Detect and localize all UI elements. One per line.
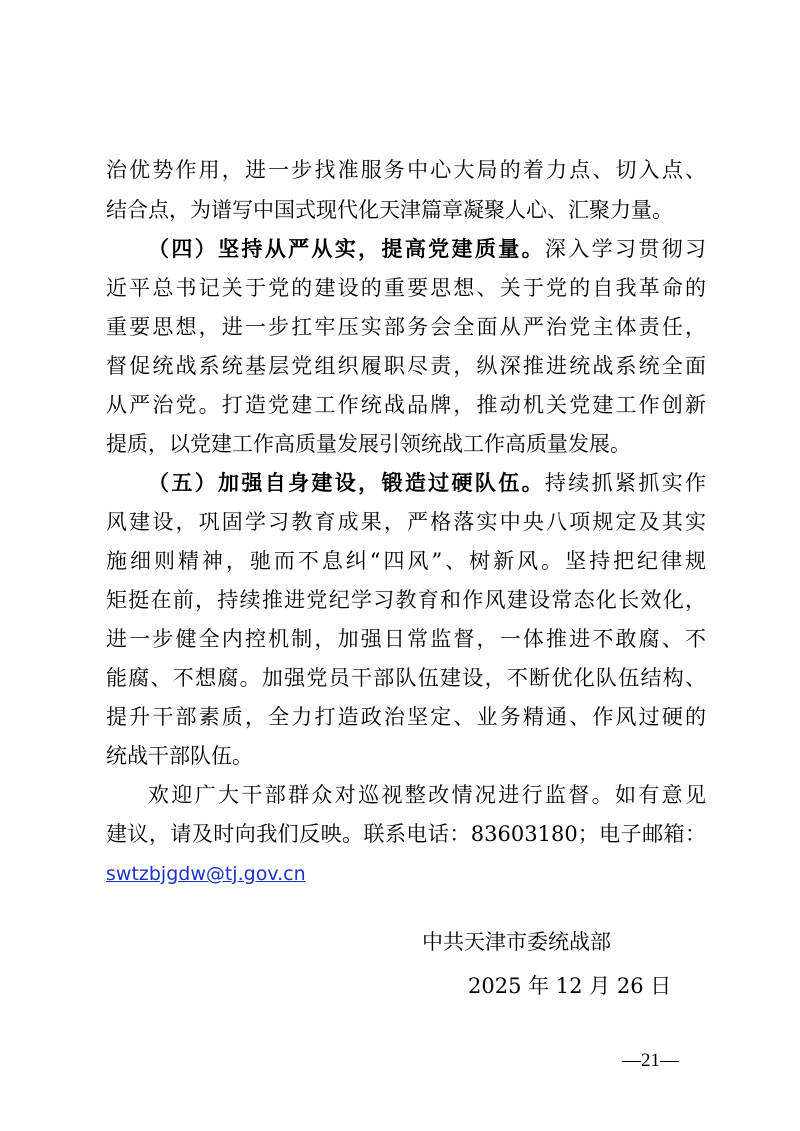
paragraph-5-text: 持续抓紧抓实作 <box>544 471 707 495</box>
body-line: 提质，以党建工作高质量发展引领统战工作高质量发展。 <box>106 432 631 456</box>
body-line: 结合点，为谱写中国式现代化天津篇章凝聚人心、汇聚力量。 <box>106 198 673 222</box>
page-number: —21— <box>622 1050 679 1071</box>
body-line: 施细则精神，驰而不息纠“四风”、树新风。坚持把纪律规 <box>106 549 706 573</box>
body-line: 重要思想，进一步扛牢压实部务会全面从严治党主体责任， <box>106 315 706 339</box>
body-line: 风建设，巩固学习教育成果，严格落实中央八项规定及其实 <box>106 510 706 534</box>
body-line: 提升干部素质，全力打造政治坚定、业务精通、作风过硬的 <box>106 705 706 729</box>
paragraph-4-first-line <box>148 229 706 269</box>
body-line: 能腐、不想腐。加强党员干部队伍建设，不断优化队伍结构、 <box>106 666 706 690</box>
paragraph-5-first-line <box>148 463 706 503</box>
paragraph-4-text: 深入学习贯彻习 <box>544 237 707 261</box>
body-line: 矩挺在前，持续推进党纪学习教育和作风建设常态化长效化， <box>106 588 706 612</box>
paragraph-4-heading: （四）坚持从严从实，提高党建质量。 <box>148 236 545 261</box>
body-line: 治优势作用，进一步找准服务中心大局的着力点、切入点、 <box>106 158 706 182</box>
signature-date: 2025 年 12 月 26 日 <box>468 974 672 998</box>
body-line: 进一步健全内控机制，加强日常监督，一体推进不敢腐、不 <box>106 627 706 651</box>
paragraph-5-heading: （五）加强自身建设，锻造过硬队伍。 <box>148 470 545 495</box>
body-line: 统战干部队伍。 <box>106 744 253 768</box>
email-line <box>106 853 706 893</box>
signature-organization: 中共天津市委统战部 <box>422 930 611 954</box>
email-link[interactable]: swtzbjgdw@tj.gov.cn <box>106 863 306 885</box>
body-line: 从严治党。打造党建工作统战品牌，推动机关党建工作创新 <box>106 393 706 417</box>
body-line: 督促统战系统基层党组织履职尽责，纵深推进统战系统全面 <box>106 354 706 378</box>
body-line: 近平总书记关于党的建设的重要思想、关于党的自我革命的 <box>106 276 706 300</box>
body-line: 建议，请及时向我们反映。联系电话：83603180；电子邮箱： <box>106 822 706 846</box>
body-line: 欢迎广大干部群众对巡视整改情况进行监督。如有意见 <box>148 783 706 807</box>
